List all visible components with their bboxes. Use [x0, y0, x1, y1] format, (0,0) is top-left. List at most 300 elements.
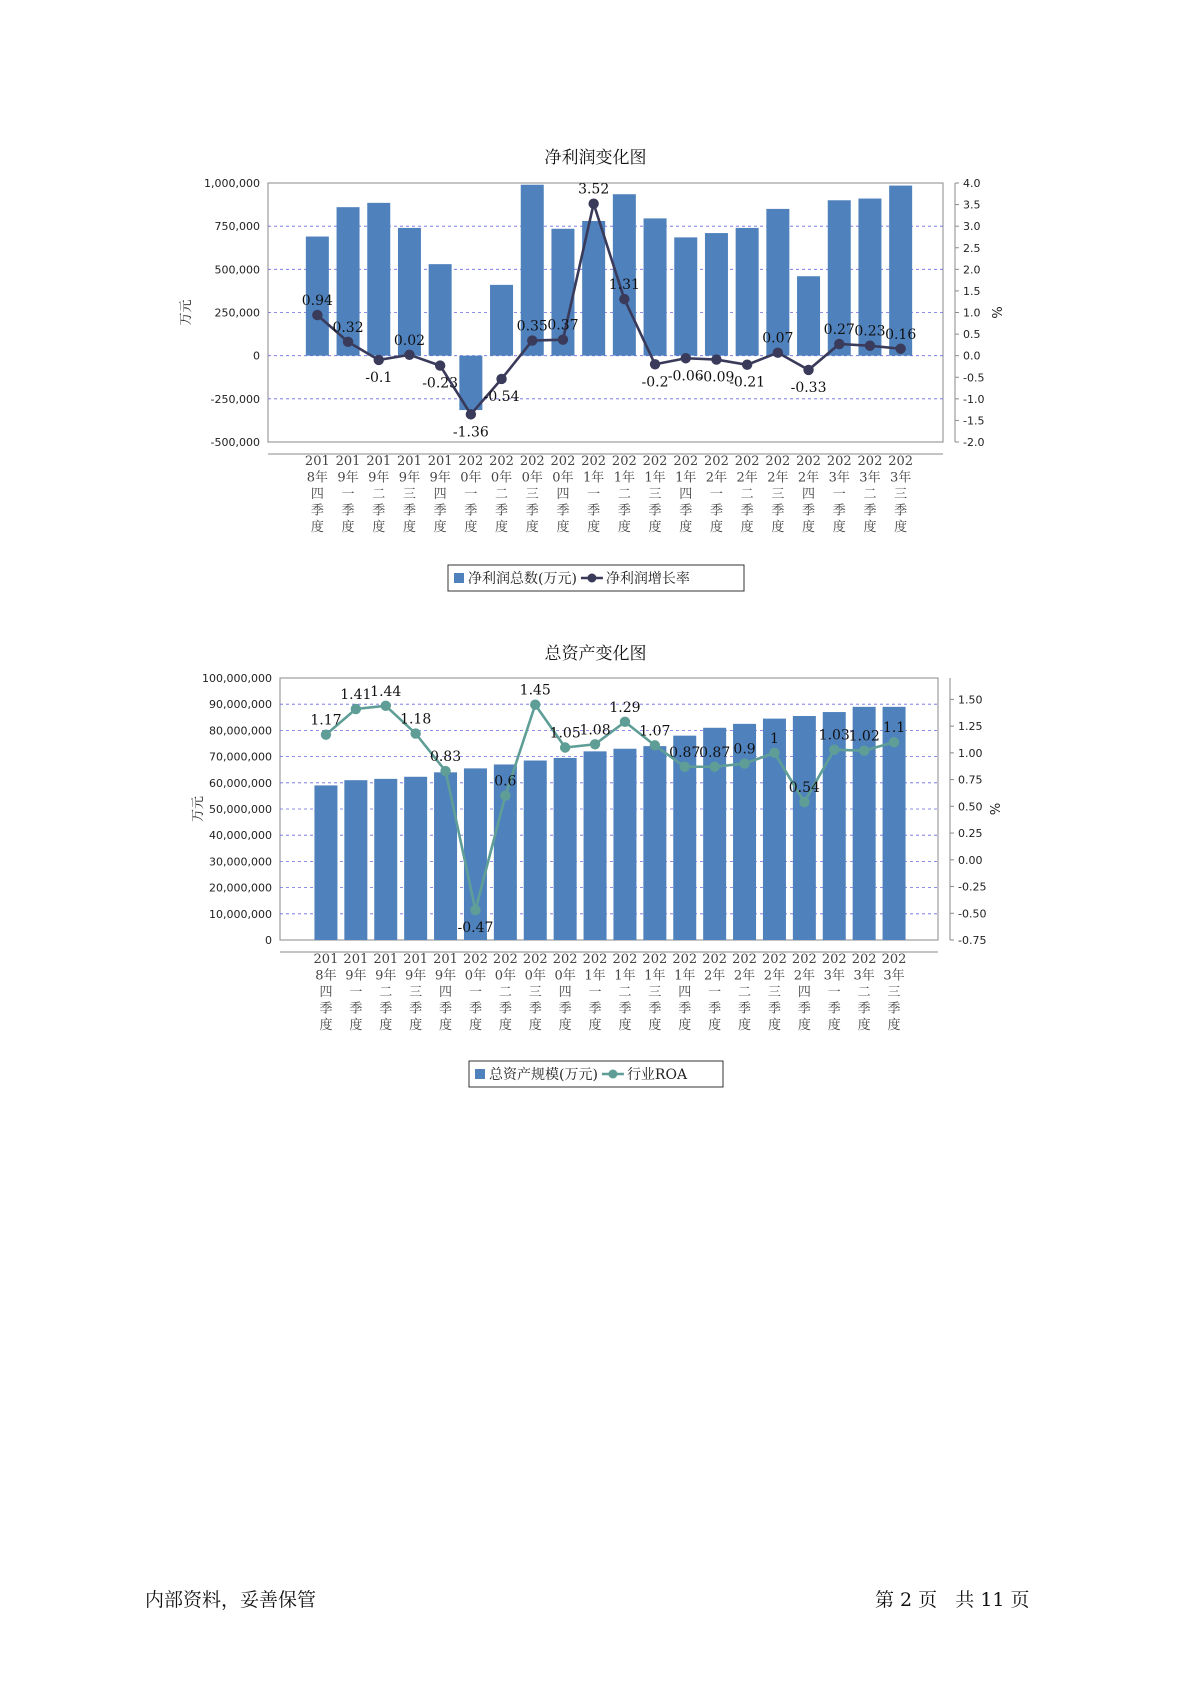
x-tick-label: 季 — [771, 503, 785, 519]
data-label: 0.23 — [854, 323, 886, 340]
y2-tick-label: -0.75 — [958, 934, 987, 947]
x-tick-label: 度 — [558, 1018, 572, 1033]
x-tick-label: 二 — [498, 985, 512, 1000]
data-label: -0.2 — [641, 374, 669, 391]
legend-line-marker — [608, 1070, 617, 1079]
data-label: -0.23 — [422, 375, 459, 392]
x-tick-label: 四 — [558, 985, 572, 1000]
data-label: 1.45 — [519, 682, 551, 699]
x-tick-label: 四 — [310, 487, 324, 502]
y2-tick-label: 3.0 — [963, 220, 981, 234]
x-tick-label: 0年 — [464, 968, 487, 984]
x-tick-label: 季 — [319, 1001, 333, 1017]
x-tick-label: 202 — [642, 454, 668, 469]
x-tick-label: 度 — [588, 1018, 602, 1033]
x-tick-label: 度 — [349, 1018, 363, 1033]
y2-tick-label: 0.75 — [958, 773, 983, 787]
bar — [344, 780, 367, 940]
line-point — [374, 355, 384, 365]
x-tick-label: 季 — [648, 503, 662, 519]
x-tick-label: 度 — [648, 1018, 662, 1033]
y-tick-label: -250,000 — [210, 392, 260, 406]
data-label: 0.27 — [823, 322, 855, 339]
x-tick-label: 201 — [304, 454, 330, 469]
x-tick-label: 201 — [403, 952, 429, 967]
x-tick-label: 度 — [341, 520, 355, 535]
x-tick-label: 四 — [439, 985, 453, 1000]
x-tick-label: 度 — [709, 520, 723, 535]
bar — [429, 264, 452, 356]
x-tick-label: 202 — [704, 454, 729, 469]
x-tick-label: 一 — [588, 985, 602, 1000]
x-tick-label: 一 — [341, 487, 355, 502]
x-tick-label: 3年 — [828, 470, 850, 486]
line-point — [650, 740, 660, 750]
line-point — [500, 790, 510, 800]
x-tick-label: 季 — [618, 1001, 632, 1017]
footer-page-number: 第 2 页 共 11 页 — [875, 1589, 1030, 1611]
data-label: 0.37 — [547, 317, 579, 334]
x-tick-label: 季 — [310, 503, 324, 519]
bar — [736, 228, 759, 356]
x-tick-label: 四 — [319, 985, 333, 1000]
x-tick-label: 度 — [738, 1018, 752, 1033]
x-tick-label: 季 — [498, 1001, 512, 1017]
data-label: 1.07 — [639, 723, 671, 740]
line-point — [769, 748, 779, 758]
x-tick-label: 季 — [708, 1001, 722, 1017]
x-tick-label: 四 — [679, 487, 693, 502]
x-tick-label: 一 — [827, 985, 841, 1000]
x-tick-label: 1年 — [674, 968, 696, 984]
chart-title-total-assets: 总资产变化图 — [544, 644, 647, 664]
x-tick-label: 季 — [832, 503, 846, 519]
line-point — [440, 766, 450, 776]
line-point — [381, 701, 391, 711]
x-tick-label: 202 — [458, 454, 484, 469]
x-tick-label: 二 — [857, 985, 871, 1000]
x-tick-label: 9年 — [345, 968, 367, 984]
x-tick-label: 1年 — [613, 470, 635, 486]
x-tick-label: 度 — [887, 1018, 901, 1033]
y2-tick-label: 0.50 — [958, 800, 983, 814]
line-point — [466, 409, 476, 419]
y2-tick-label: 1.5 — [963, 284, 981, 298]
bar — [374, 779, 397, 940]
x-tick-label: 1年 — [614, 968, 636, 984]
x-tick-label: 度 — [797, 1018, 811, 1033]
y-tick-label: 30,000,000 — [209, 855, 272, 869]
net-profit-chart — [0, 170, 1191, 620]
footer-confidential-note: 内部资料，妥善保管 — [145, 1589, 317, 1611]
line-point — [895, 344, 905, 354]
x-tick-label: 202 — [851, 952, 877, 967]
data-label: -0.1 — [365, 369, 393, 386]
x-tick-label: 季 — [439, 1001, 453, 1017]
x-tick-label: 201 — [427, 454, 453, 469]
y2-axis-title: % — [991, 306, 1006, 319]
y2-tick-label: -1.0 — [963, 392, 985, 406]
x-tick-label: 度 — [439, 1018, 453, 1033]
x-tick-label: 四 — [797, 985, 811, 1000]
x-tick-label: 202 — [550, 454, 576, 469]
bar — [404, 777, 427, 940]
x-tick-label: 2年 — [704, 968, 726, 984]
x-tick-label: 202 — [796, 454, 821, 469]
x-tick-label: 度 — [708, 1018, 722, 1033]
x-tick-label: 度 — [832, 520, 846, 535]
x-tick-label: 季 — [464, 503, 478, 519]
x-tick-label: 201 — [335, 454, 361, 469]
x-tick-label: 0年 — [521, 470, 543, 486]
line-point — [410, 728, 420, 738]
y2-axis-title: % — [989, 802, 1004, 816]
y2-tick-label: 1.00 — [958, 746, 983, 760]
x-tick-label: 三 — [771, 487, 785, 502]
x-tick-label: 度 — [587, 520, 601, 535]
x-tick-label: 度 — [379, 1018, 393, 1033]
x-tick-label: 201 — [397, 454, 422, 469]
y-tick-label: 60,000,000 — [209, 776, 272, 790]
x-tick-label: 1年 — [644, 470, 666, 486]
data-label: 0.35 — [516, 318, 548, 335]
x-tick-label: 季 — [587, 503, 601, 519]
x-tick-label: 季 — [827, 1001, 841, 1017]
line-point — [496, 374, 506, 384]
x-tick-label: 季 — [433, 503, 447, 519]
x-tick-label: 度 — [464, 520, 478, 535]
legend-bar-label: 总资产规模(万元) — [489, 1067, 598, 1083]
x-tick-label: 一 — [708, 985, 722, 1000]
x-tick-label: 201 — [343, 952, 369, 967]
x-tick-label: 1年 — [583, 470, 605, 486]
x-tick-label: 202 — [857, 454, 883, 469]
y2-tick-label: 2.0 — [963, 263, 981, 277]
x-tick-label: 2年 — [763, 968, 786, 984]
data-label: 0.94 — [301, 293, 333, 310]
data-label: 0.16 — [885, 326, 917, 343]
data-label: 0.02 — [393, 332, 426, 349]
x-tick-label: 二 — [495, 487, 509, 502]
x-tick-label: 三 — [528, 985, 542, 1000]
bar — [434, 772, 457, 940]
line-point — [619, 294, 629, 304]
x-tick-label: 2年 — [793, 968, 815, 984]
x-tick-label: 202 — [611, 454, 637, 469]
x-tick-label: 度 — [402, 520, 416, 535]
x-tick-label: 度 — [857, 1018, 871, 1033]
y2-tick-label: 1.0 — [963, 306, 981, 320]
line-point — [620, 717, 630, 727]
line-point — [650, 359, 660, 369]
legend-bar-label: 净利润总数(万元) — [468, 571, 577, 587]
data-label: 3.52 — [578, 181, 610, 198]
y-tick-label: 50,000,000 — [209, 803, 272, 816]
x-tick-label: 202 — [673, 454, 699, 469]
data-label: 1.41 — [340, 687, 372, 704]
x-tick-label: 二 — [863, 487, 877, 502]
data-label: 0.87 — [699, 744, 731, 761]
y-tick-label: 20,000,000 — [209, 881, 272, 895]
y-axis-title: 万元 — [179, 299, 194, 326]
x-tick-label: 201 — [433, 952, 458, 967]
x-tick-label: 202 — [519, 454, 545, 469]
x-tick-label: 1年 — [675, 470, 697, 486]
x-tick-label: 四 — [556, 487, 570, 502]
y2-tick-label: 4.0 — [963, 177, 981, 190]
x-tick-label: 一 — [709, 487, 723, 502]
x-tick-label: 9年 — [398, 470, 421, 486]
x-tick-label: 季 — [468, 1001, 482, 1017]
x-tick-label: 202 — [765, 454, 791, 469]
x-tick-label: 3年 — [859, 470, 881, 486]
data-label: 0.83 — [429, 749, 462, 766]
x-tick-label: 202 — [492, 952, 518, 967]
x-tick-label: 一 — [464, 487, 478, 502]
data-label: 1.08 — [579, 722, 611, 739]
x-tick-label: 季 — [349, 1001, 363, 1017]
x-tick-label: 度 — [767, 1018, 781, 1033]
x-tick-label: 季 — [678, 1001, 692, 1017]
line-point — [343, 337, 353, 347]
y-tick-label: 80,000,000 — [209, 724, 272, 738]
x-tick-label: 季 — [894, 503, 908, 519]
x-tick-label: 度 — [863, 520, 877, 535]
bar — [793, 716, 816, 940]
x-tick-label: 二 — [372, 487, 386, 502]
x-tick-label: 季 — [679, 503, 693, 519]
bar — [554, 758, 577, 940]
data-label: 1.31 — [608, 277, 640, 294]
data-label: 0.9 — [733, 741, 756, 758]
x-tick-label: 1年 — [644, 968, 666, 984]
line-point — [680, 762, 690, 772]
line-point — [681, 353, 691, 363]
data-label: 0.6 — [494, 773, 517, 790]
x-tick-label: 三 — [648, 487, 662, 502]
x-tick-label: 一 — [587, 487, 601, 502]
y-tick-label: 0 — [253, 349, 260, 363]
line-point — [889, 737, 899, 747]
line-point — [709, 762, 719, 772]
x-tick-label: 202 — [522, 952, 548, 967]
y2-tick-label: -1.5 — [963, 414, 985, 428]
data-label: -0.47 — [457, 920, 494, 937]
bar — [674, 237, 697, 355]
x-tick-label: 度 — [802, 520, 816, 535]
x-tick-label: 0年 — [460, 470, 482, 486]
x-tick-label: 季 — [528, 1001, 542, 1017]
x-tick-label: 三 — [887, 985, 901, 1000]
x-tick-label: 0年 — [524, 968, 546, 984]
x-tick-label: 季 — [402, 503, 416, 519]
x-tick-label: 201 — [373, 952, 399, 967]
line-point — [803, 365, 813, 375]
y-tick-label: 100,000,000 — [202, 672, 272, 685]
data-label: -0.54 — [483, 388, 520, 405]
x-tick-label: 度 — [319, 1018, 333, 1033]
line-point — [865, 341, 875, 351]
x-tick-label: 9年 — [375, 968, 397, 984]
x-tick-label: 度 — [894, 520, 908, 535]
x-tick-label: 0年 — [494, 968, 516, 984]
data-label: -1.36 — [452, 424, 489, 441]
line-point — [404, 350, 414, 360]
x-tick-label: 9年 — [337, 470, 359, 486]
x-tick-label: 季 — [738, 1001, 752, 1017]
x-tick-label: 季 — [797, 1001, 811, 1017]
x-tick-label: 度 — [556, 520, 570, 535]
line-point — [351, 704, 361, 714]
x-tick-label: 1年 — [584, 968, 606, 984]
x-tick-label: 0年 — [552, 470, 574, 486]
chart-title-net-profit: 净利润变化图 — [544, 148, 647, 168]
x-tick-label: 度 — [618, 1018, 632, 1033]
x-tick-label: 季 — [857, 1001, 871, 1017]
bar — [705, 233, 728, 356]
y2-tick-label: 1.25 — [958, 720, 983, 734]
x-tick-label: 季 — [767, 1001, 781, 1017]
x-tick-label: 季 — [372, 503, 386, 519]
x-tick-label: 季 — [648, 1001, 662, 1017]
x-tick-label: 202 — [672, 952, 698, 967]
x-tick-label: 9年 — [405, 968, 427, 984]
line-point — [739, 758, 749, 768]
y2-tick-label: 2.5 — [963, 241, 981, 255]
x-tick-label: 三 — [402, 487, 416, 502]
y-tick-label: 1,000,000 — [204, 177, 260, 190]
x-tick-label: 度 — [433, 520, 447, 535]
x-tick-label: 四 — [678, 985, 692, 1000]
y2-tick-label: 0.00 — [958, 853, 983, 867]
legend-line-label: 行业ROA — [626, 1067, 688, 1083]
x-tick-label: 202 — [881, 952, 907, 967]
data-label: 0.54 — [788, 780, 820, 797]
x-tick-label: 202 — [734, 454, 760, 469]
x-tick-label: 季 — [409, 1001, 423, 1017]
x-tick-label: 二 — [738, 985, 752, 1000]
y2-tick-label: 3.5 — [963, 198, 981, 212]
x-tick-label: 二 — [618, 985, 632, 1000]
x-tick-label: 三 — [894, 487, 908, 502]
x-tick-label: 202 — [642, 952, 668, 967]
x-tick-label: 季 — [341, 503, 355, 519]
x-tick-label: 三 — [525, 487, 539, 502]
x-tick-label: 201 — [313, 952, 339, 967]
data-label: -0.06 — [667, 368, 704, 385]
x-tick-label: 度 — [409, 1018, 423, 1033]
x-tick-label: 季 — [617, 503, 631, 519]
bar — [490, 285, 513, 356]
x-tick-label: 季 — [495, 503, 509, 519]
x-tick-label: 202 — [582, 952, 608, 967]
x-tick-label: 202 — [612, 952, 638, 967]
line-point — [470, 905, 480, 915]
y-tick-label: -500,000 — [210, 436, 260, 449]
line-point — [527, 335, 537, 345]
y2-tick-label: -2.0 — [963, 436, 985, 449]
data-label: 1.02 — [848, 728, 880, 745]
x-tick-label: 度 — [468, 1018, 482, 1033]
line-point — [560, 742, 570, 752]
y2-tick-label: -0.50 — [958, 907, 987, 921]
data-label: 1.1 — [882, 720, 906, 737]
x-tick-label: 9年 — [429, 470, 451, 486]
line-point — [321, 729, 331, 739]
x-tick-label: 季 — [558, 1001, 572, 1017]
x-tick-label: 度 — [617, 520, 631, 535]
x-tick-label: 2年 — [767, 470, 789, 486]
x-tick-label: 201 — [366, 454, 392, 469]
x-tick-label: 3年 — [890, 470, 912, 486]
x-tick-label: 一 — [468, 985, 482, 1000]
x-tick-label: 0年 — [554, 968, 576, 984]
x-tick-label: 一 — [832, 487, 846, 502]
x-tick-label: 度 — [310, 520, 324, 535]
x-tick-label: 季 — [709, 503, 723, 519]
data-label: 1 — [769, 730, 779, 747]
data-label: 0.07 — [762, 330, 794, 347]
x-tick-label: 季 — [588, 1001, 602, 1017]
y2-tick-label: 0.5 — [963, 328, 981, 342]
x-tick-label: 三 — [767, 985, 781, 1000]
bar — [584, 751, 607, 940]
total-assets-chart — [0, 666, 1191, 1116]
data-label: 1.44 — [370, 683, 402, 700]
x-tick-label: 202 — [732, 952, 757, 967]
line-point — [435, 360, 445, 370]
data-label: 1.03 — [818, 727, 850, 744]
x-tick-label: 四 — [802, 487, 816, 502]
x-tick-label: 度 — [498, 1018, 512, 1033]
x-tick-label: 3年 — [853, 968, 875, 984]
legend-line-label: 净利润增长率 — [605, 571, 690, 587]
x-tick-label: 8年 — [306, 470, 328, 486]
x-tick-label: 202 — [821, 952, 847, 967]
bar — [613, 749, 636, 940]
x-tick-label: 0年 — [490, 470, 513, 486]
x-tick-label: 度 — [679, 520, 693, 535]
bar — [643, 746, 666, 940]
x-tick-label: 一 — [349, 985, 363, 1000]
line-point — [530, 700, 540, 710]
line-point — [829, 744, 839, 754]
x-tick-label: 度 — [740, 520, 754, 535]
y2-tick-label: -0.5 — [963, 371, 985, 385]
x-tick-label: 2年 — [733, 968, 756, 984]
legend-bar-swatch — [454, 573, 464, 583]
line-point — [590, 739, 600, 749]
x-tick-label: 202 — [463, 952, 488, 967]
y-axis-title: 万元 — [191, 795, 206, 823]
x-tick-label: 季 — [525, 503, 539, 519]
x-tick-label: 三 — [409, 985, 423, 1000]
x-tick-label: 二 — [740, 487, 754, 502]
y-tick-label: 250,000 — [214, 306, 260, 320]
x-tick-label: 2年 — [736, 470, 758, 486]
data-label: 1.17 — [310, 712, 342, 729]
x-tick-label: 季 — [379, 1001, 393, 1017]
y-tick-label: 750,000 — [214, 220, 260, 234]
line-point — [711, 354, 721, 364]
y2-tick-label: 1.50 — [958, 693, 983, 707]
x-tick-label: 季 — [887, 1001, 901, 1017]
line-point — [558, 334, 568, 344]
x-tick-label: 度 — [678, 1018, 692, 1033]
x-tick-label: 四 — [433, 487, 447, 502]
line-point — [742, 360, 752, 370]
data-label: -0.33 — [790, 379, 827, 396]
